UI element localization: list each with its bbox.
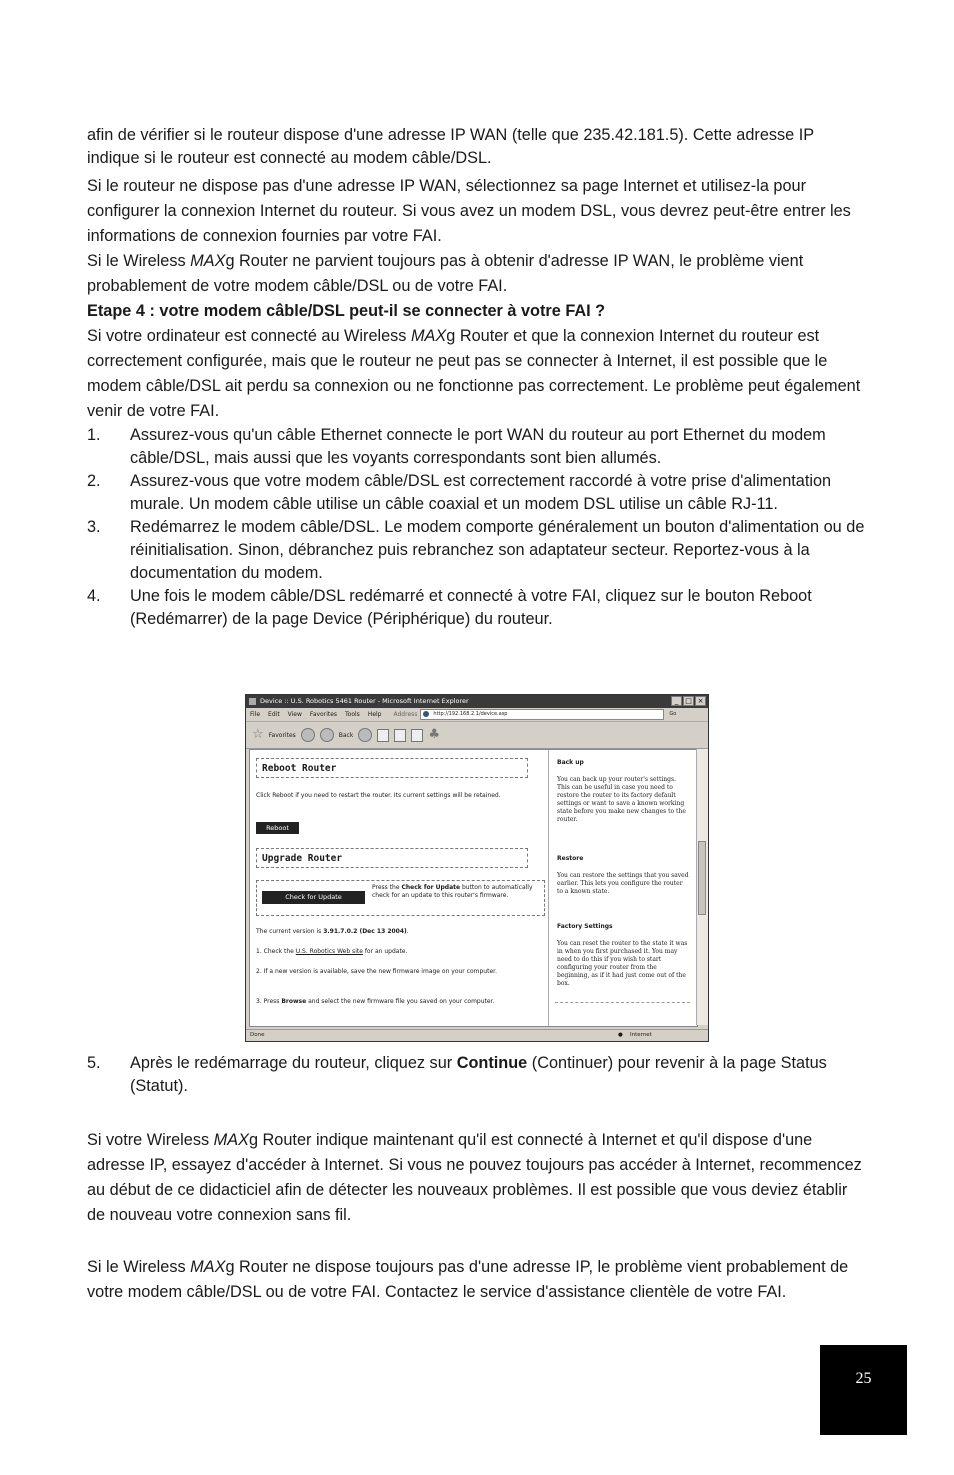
body-text-top — [87, 124, 867, 631]
list-number: 5. — [87, 1054, 101, 1072]
list-text: Redémarrez le modem câble/DSL. Le modem comporte généralement un bouton d'alimentation ou de réinitialisation. Sinon, débranchez puis rebranchez son adaptateur secteur. Reportez-vous à la documentation du modem. — [130, 518, 865, 582]
close-icon[interactable]: × — [695, 696, 706, 706]
backup-help-text: You can back up your router's settings. This can be useful in case you need to restore the router to its factory default settings or want to save a known working state before you make new changes to the router. — [557, 776, 686, 823]
address-label: Address — [393, 711, 418, 718]
text-run: g Router et que la connexion Internet du routeur est correctement configurée, mais que le routeur ne peut pas se connecter à Internet, il est possible que le modem câble/DSL ait perdu sa connexion ou ne fonctionne pas correctement. Le problème peut également venir de votre FAI. — [87, 327, 861, 420]
instruction-1 — [256, 948, 541, 955]
status-zone: Internet — [630, 1032, 652, 1038]
text-run: g Router indique maintenant qu'il est connecté à Internet et qu'il dispose d'une adresse IP, essayez d'accéder à Internet. Si vous ne pouvez toujours pas accéder à Internet, recommencez au début de ce didacticiel afin de détecter les nouveaux problèmes. Il est possible que vous deviez établir de nouveau votre connexion sans fil. — [87, 1131, 862, 1224]
list-number: 4. — [87, 587, 101, 605]
globe-icon: ● — [618, 1032, 623, 1038]
favorites-button[interactable]: Favorites — [268, 731, 296, 739]
instruction-2: 2. If a new version is available, save the new firmware image on your computer. — [256, 968, 497, 975]
text-run: Press the — [372, 884, 402, 891]
text-run-italic: MAX — [190, 252, 226, 270]
check-for-update-button[interactable]: Check for Update — [262, 891, 365, 904]
browser-statusbar — [246, 1029, 708, 1041]
history-icon[interactable] — [301, 728, 315, 742]
vertical-scrollbar[interactable] — [696, 749, 708, 1025]
list-item — [87, 1052, 867, 1098]
text-run: g Router ne dispose toujours pas d'une adresse IP, le problème vient probablement de votre modem câble/DSL ou de votre FAI. Contactez le service d'assistance clientèle de votre FAI. — [87, 1258, 849, 1301]
instruction-3 — [256, 998, 541, 1006]
status-done: Done — [250, 1032, 265, 1038]
menu-file[interactable]: File — [250, 711, 261, 718]
device-page-main — [250, 750, 548, 1026]
back-arrow-icon[interactable] — [320, 728, 334, 742]
list-number: 3. — [87, 518, 101, 536]
text-run: The current version is — [256, 928, 324, 935]
steps-list-continued — [87, 1052, 867, 1098]
help-divider — [555, 1002, 690, 1003]
body-text-outro-1 — [87, 1128, 867, 1228]
browser-content — [249, 749, 698, 1027]
paragraph-outro-2 — [87, 1255, 867, 1305]
menu-tools[interactable]: Tools — [345, 711, 360, 718]
favorites-star-icon: ☆ — [252, 727, 264, 742]
paragraph-intro-3 — [87, 249, 867, 299]
text-run: for an update. — [362, 948, 408, 955]
paragraph-intro-2: Si le routeur ne dispose pas d'une adresse IP WAN, sélectionnez sa page Internet et utilisez-la pour configurer la connexion Internet du routeur. Si vous avez un modem DSL, vous devrez peut-être entrer les informations de connexion fournies par votre FAI. — [87, 177, 851, 245]
text-run: and select the new firmware file you saved on your computer. — [306, 998, 495, 1005]
text-run: Si votre Wireless — [87, 1131, 214, 1149]
list-text: Une fois le modem câble/DSL redémarré et connecté à votre FAI, cliquez sur le bouton Reboot (Redémarrer) de la page Device (Périphérique) du routeur. — [130, 587, 812, 628]
menu-help[interactable]: Help — [367, 711, 382, 718]
home-icon[interactable] — [411, 729, 423, 742]
steps-list — [87, 424, 867, 631]
list-text: Assurez-vous que votre modem câble/DSL est correctement raccordé à votre prise d'alimentation murale. Un modem câble utilise un câble coaxial et un modem DSL utilise un câble RJ-11. — [130, 472, 832, 513]
body-text-step5 — [87, 1052, 867, 1098]
reboot-section-title: Reboot Router — [256, 758, 528, 778]
text-run: Si le Wireless — [87, 252, 191, 270]
list-item — [87, 424, 867, 470]
search-icon[interactable]: ♣ — [428, 727, 440, 742]
ie-page-icon — [423, 711, 429, 717]
text-run: button to automatically check for an update to this router's firmware. — [372, 884, 533, 899]
usr-website-link[interactable]: U.S. Robotics Web site — [295, 948, 363, 955]
paragraph-intro-1: afin de vérifier si le routeur dispose d'une adresse IP WAN (telle que 235.42.181.5). Cette adresse IP indique si le routeur est connecté au modem câble/DSL. — [87, 126, 814, 167]
text-run: (Continuer) pour revenir à la page Status (Statut). — [130, 1054, 827, 1095]
refresh-icon[interactable] — [394, 729, 406, 742]
menu-favorites[interactable]: Favorites — [309, 711, 338, 718]
restore-help-title: Restore — [557, 855, 584, 862]
backup-help-title: Back up — [557, 759, 584, 766]
body-text-outro-2 — [87, 1255, 867, 1305]
reboot-button[interactable]: Reboot — [256, 822, 299, 834]
text-run-italic: MAX — [410, 327, 447, 345]
text-run: Si votre ordinateur est connecté au Wireless — [87, 327, 411, 345]
text-run-bold: Check for Update — [401, 884, 461, 891]
upgrade-section-title: Upgrade Router — [256, 848, 528, 868]
text-run: 1. Check the — [256, 948, 296, 955]
forward-arrow-icon[interactable] — [358, 728, 372, 742]
router-screenshot — [245, 694, 709, 1042]
window-titlebar — [246, 695, 708, 708]
text-run: . — [406, 928, 409, 935]
version-number: 3.91.7.0.2 (Dec 13 2004) — [323, 928, 407, 935]
ie-window-icon — [249, 698, 256, 705]
reboot-description: Click Reboot if you need to restart the router. Its current settings will be retained. — [256, 792, 501, 799]
maximize-icon[interactable]: □ — [683, 696, 694, 706]
list-number: 1. — [87, 426, 101, 444]
stop-icon[interactable] — [377, 729, 389, 742]
text-run-italic: MAX — [190, 1258, 226, 1276]
menu-view[interactable]: View — [287, 711, 302, 718]
list-text: Assurez-vous qu'un câble Ethernet connecte le port WAN du routeur au port Ethernet du modem câble/DSL, mais aussi que les voyants correspondants sont bien allumés. — [130, 426, 826, 467]
list-item — [87, 585, 867, 631]
text-run-bold: Continue — [456, 1054, 528, 1072]
step-heading: Etape 4 : votre modem câble/DSL peut-il se connecter à votre FAI ? — [87, 302, 606, 320]
page-number: 25 — [820, 1345, 907, 1435]
menu-bar — [246, 708, 708, 722]
scrollbar-thumb[interactable] — [698, 841, 706, 915]
paragraph-outro-1 — [87, 1128, 867, 1228]
browser-toolbar — [246, 722, 708, 749]
firmware-version — [256, 928, 541, 935]
address-url: http://192.168.2.1/device.asp — [433, 711, 508, 717]
factory-help-title: Factory Settings — [557, 923, 613, 930]
restore-help-text: You can restore the settings that you saved earlier. This lets you configure the router to a known state. — [557, 872, 689, 895]
factory-help-text: You can reset the router to the state it was in when you first purchased it. You may need to do this if you wish to start configuring your router from the beginning, as if it had just come out of the box. — [557, 940, 688, 987]
text-run-bold: Browse — [281, 998, 307, 1005]
back-button[interactable]: Back — [338, 731, 354, 739]
list-item — [87, 516, 867, 585]
go-button[interactable]: Go — [669, 711, 677, 717]
device-help-pane — [548, 750, 698, 1026]
paragraph-step-intro — [87, 324, 867, 424]
text-run: 3. Press — [256, 998, 282, 1005]
text-run: g Router ne parvient toujours pas à obtenir d'adresse IP WAN, le problème vient probablement de votre modem câble/DSL ou de votre FAI. — [87, 252, 804, 295]
update-description — [372, 884, 537, 900]
minimize-icon[interactable]: _ — [671, 696, 682, 706]
text-run-italic: MAX — [213, 1131, 249, 1149]
list-item — [87, 470, 867, 516]
text-run: Si le Wireless — [87, 1258, 191, 1276]
menu-edit[interactable]: Edit — [268, 711, 280, 718]
text-run: Après le redémarrage du routeur, cliquez sur — [130, 1054, 457, 1072]
window-buttons — [671, 696, 706, 706]
window-title: Device :: U.S. Robotics 5461 Router - Microsoft Internet Explorer — [260, 697, 469, 705]
address-input[interactable] — [420, 709, 664, 720]
list-number: 2. — [87, 472, 101, 490]
